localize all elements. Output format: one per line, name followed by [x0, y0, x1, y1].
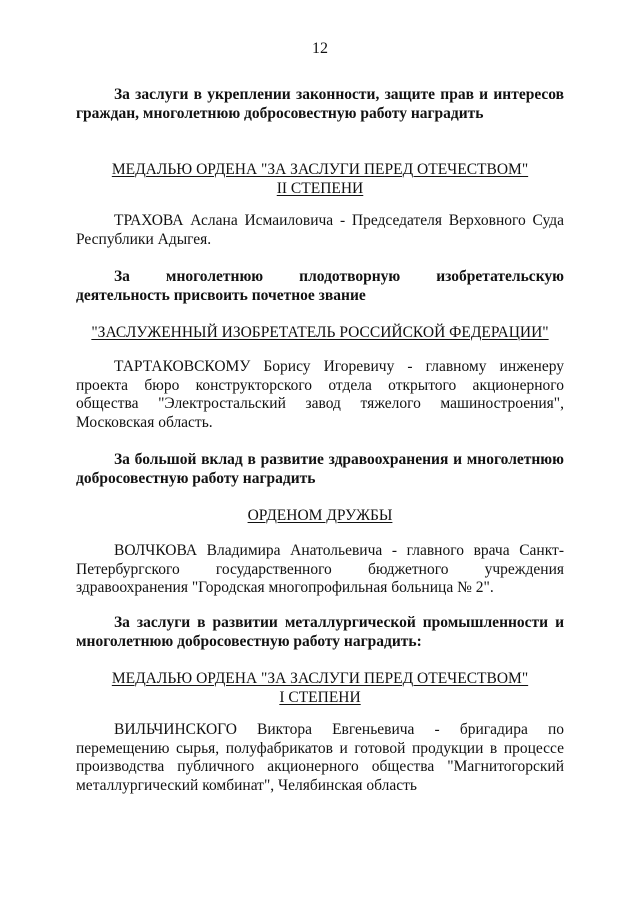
award-heading-2-line-1: "ЗАСЛУЖЕННЫЙ ИЗОБРЕТАТЕЛЬ РОССИЙСКОЙ ФЕДЕРАЦИИ": [91, 324, 549, 341]
recipient-1: ТРАХОВА Аслана Исмаиловича - Председателя Верховного Суда Республики Адыгея.: [76, 212, 564, 248]
award-heading-1-line-1: МЕДАЛЬЮ ОРДЕНА "ЗА ЗАСЛУГИ ПЕРЕД ОТЕЧЕСТВОМ": [111, 161, 529, 178]
recipient-3: ВОЛЧКОВА Владимира Анатольевича - главного врача Санкт-Петербургского государственного бюджетного учреждения здравоохранения "Городская многопрофильная больница № 2".: [76, 542, 564, 596]
award-heading-4-line-2: I СТЕПЕНИ: [279, 689, 361, 706]
award-intro-4: За заслуги в развитии металлургической промышленности и многолетнюю добросовестную работу наградить:: [76, 614, 564, 650]
award-intro-2: За многолетнюю плодотворную изобретательскую деятельность присвоить почетное звание: [76, 268, 564, 304]
award-heading-4: [76, 669, 564, 707]
award-intro-1: За заслуги в укреплении законности, защите прав и интересов граждан, многолетнюю добросовестную работу наградить: [76, 86, 564, 122]
page-number: 12: [312, 40, 328, 57]
award-heading-2: [76, 323, 564, 342]
award-heading-3-line-1: ОРДЕНОМ ДРУЖБЫ: [247, 507, 393, 524]
award-heading-4-line-1: МЕДАЛЬЮ ОРДЕНА "ЗА ЗАСЛУГИ ПЕРЕД ОТЕЧЕСТВОМ": [111, 670, 529, 687]
award-heading-1: [76, 160, 564, 198]
award-heading-3: [76, 506, 564, 525]
recipient-2: ТАРТАКОВСКОМУ Борису Игоревичу - главному инженеру проекта бюро конструкторского отдела открытого акционерного общества "Электростальский завод тяжелого машиностроения", Московская область.: [76, 358, 564, 431]
award-heading-1-line-2: II СТЕПЕНИ: [276, 180, 364, 197]
recipient-4: ВИЛЬЧИНСКОГО Виктора Евгеньевича - бригадира по перемещению сырья, полуфабрикатов и готовой продукции в процессе производства публичного акционерного общества "Магнитогорский металлургический комбинат", Челябинская область: [76, 721, 564, 794]
award-intro-3: За большой вклад в развитие здравоохранения и многолетнюю добросовестную работу наградить: [76, 451, 564, 487]
